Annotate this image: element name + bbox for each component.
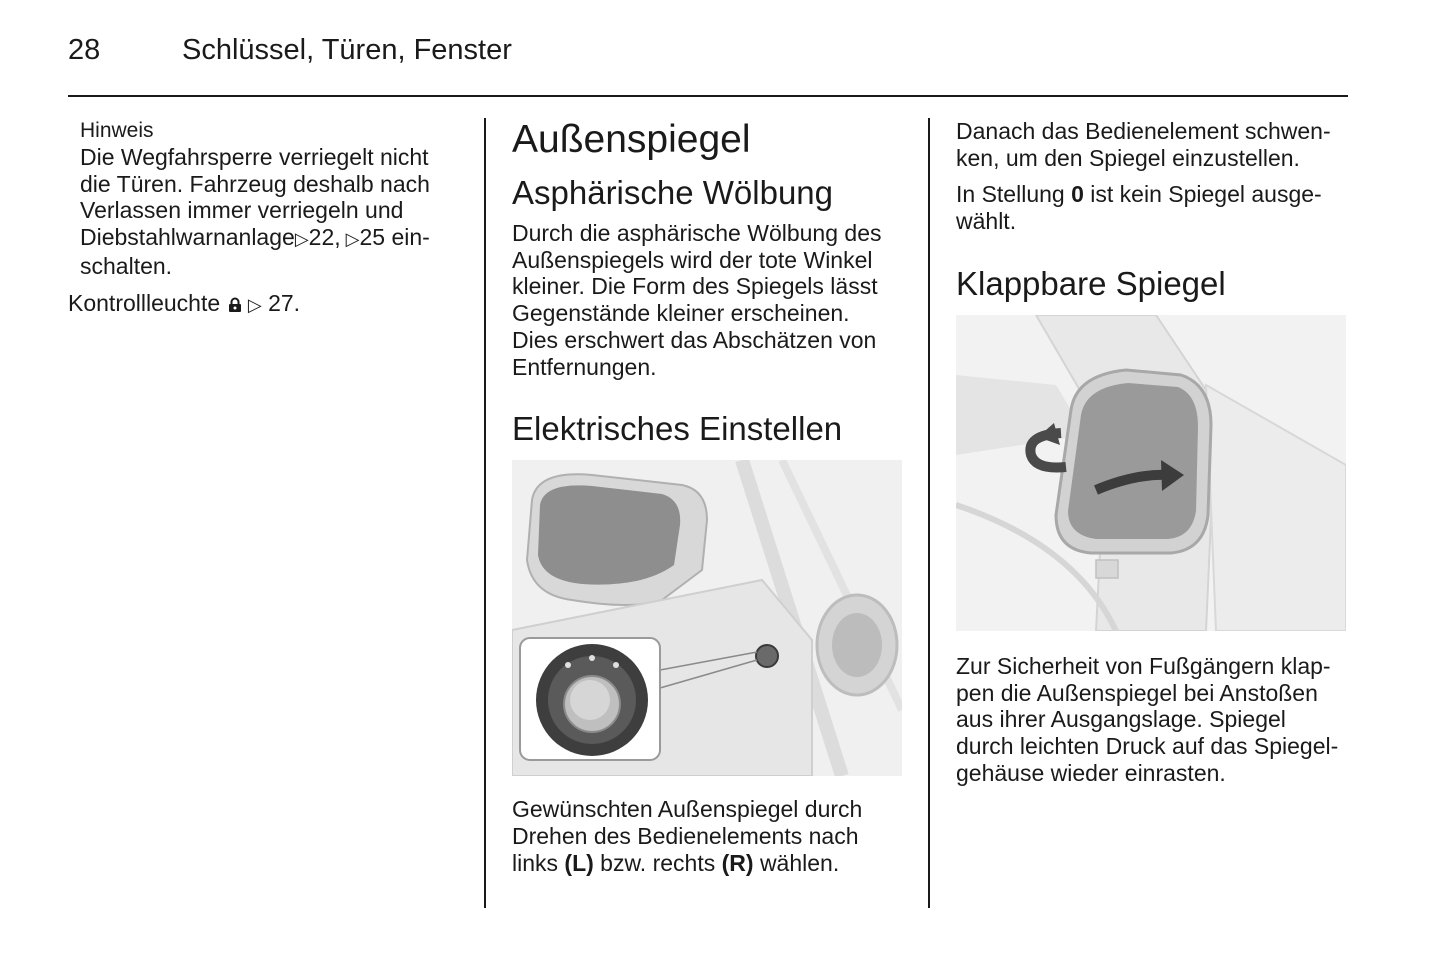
text-line: kleiner. Die Form des Spiegels lässt (512, 273, 878, 300)
subsection-title: Elektrisches Einstellen (512, 410, 843, 448)
header-rule (68, 95, 1348, 97)
page-reference[interactable]: 22, (308, 224, 341, 251)
text-line: Durch die asphärische Wölbung des (512, 220, 882, 246)
body-text (512, 220, 906, 380)
column-2 (512, 118, 906, 876)
lock-warning-icon (227, 295, 248, 316)
text-line: Gegenstände kleiner erscheinen. (512, 300, 850, 327)
left-label: (L) (564, 849, 594, 876)
column-divider-1 (484, 118, 486, 908)
text-line: Gewünschten Außenspiegel durch (512, 796, 863, 823)
note-line: Diebstahlwarnanlage (80, 224, 295, 251)
note-title: Hinweis (80, 119, 154, 142)
subsection-title: Asphärische Wölbung (512, 174, 834, 211)
page-header (68, 34, 1348, 74)
text-line: aus ihrer Ausgangslage. Spiegel (956, 706, 1286, 733)
text-line: In Stellung (956, 181, 1065, 208)
column-divider-2 (928, 118, 930, 908)
text-line: durch leichten Druck auf das Spiegel- (956, 732, 1339, 759)
text-line: Entfernungen. (512, 353, 657, 380)
folding-mirror-illustration (956, 315, 1346, 631)
page-reference[interactable]: 27. (268, 289, 301, 316)
chapter-title: Schlüssel, Türen, Fenster (182, 34, 512, 66)
note-line: die Türen. Fahrzeug deshalb nach (80, 170, 430, 197)
text-line: pen die Außenspiegel bei Anstoßen (956, 679, 1318, 706)
text-line: Zur Sicherheit von Fußgängern klap- (956, 652, 1331, 679)
note-box (68, 118, 468, 280)
body-text (956, 653, 1350, 787)
subsection-title: Klappbare Spiegel (956, 264, 1226, 302)
note-line: Verlassen immer verriegeln und (80, 197, 404, 224)
reference-arrow-icon: ▷ (340, 229, 360, 250)
note-text (80, 144, 468, 280)
position-zero-label: 0 (1071, 181, 1084, 208)
column-3 (956, 118, 1350, 786)
body-text (956, 118, 1350, 171)
page-reference[interactable]: 25 ein- (359, 224, 430, 251)
body-text (956, 181, 1350, 234)
right-label: (R) (721, 849, 754, 876)
text-line: ist kein Spiegel ausge- (1090, 181, 1322, 208)
indicator-text (68, 290, 468, 320)
text-line: Drehen des Bedienelements nach (512, 822, 859, 849)
mirror-control-illustration (512, 460, 902, 776)
indicator-label: Kontrollleuchte (68, 289, 221, 316)
reference-arrow-icon: ▷ (294, 229, 309, 250)
caption-text (512, 796, 906, 876)
section-title: Außenspiegel (512, 118, 751, 161)
note-line: schalten. (80, 252, 173, 279)
text-line: links (512, 849, 559, 876)
reference-arrow-icon: ▷ (247, 294, 262, 315)
page-number: 28 (68, 34, 101, 66)
text-line: wählt. (956, 208, 1017, 235)
column-1 (68, 118, 468, 319)
text-line: gehäuse wieder einrasten. (956, 759, 1226, 786)
text-line: bzw. rechts (600, 849, 716, 876)
text-line: ken, um den Spiegel einzustellen. (956, 144, 1300, 171)
note-line: Die Wegfahrsperre verriegelt nicht (80, 144, 429, 170)
text-line: wählen. (759, 849, 840, 876)
text-line: Dies erschwert das Abschätzen von (512, 326, 877, 353)
text-line: Außenspiegels wird der tote Winkel (512, 246, 873, 273)
text-line: Danach das Bedienelement schwen- (956, 118, 1331, 144)
